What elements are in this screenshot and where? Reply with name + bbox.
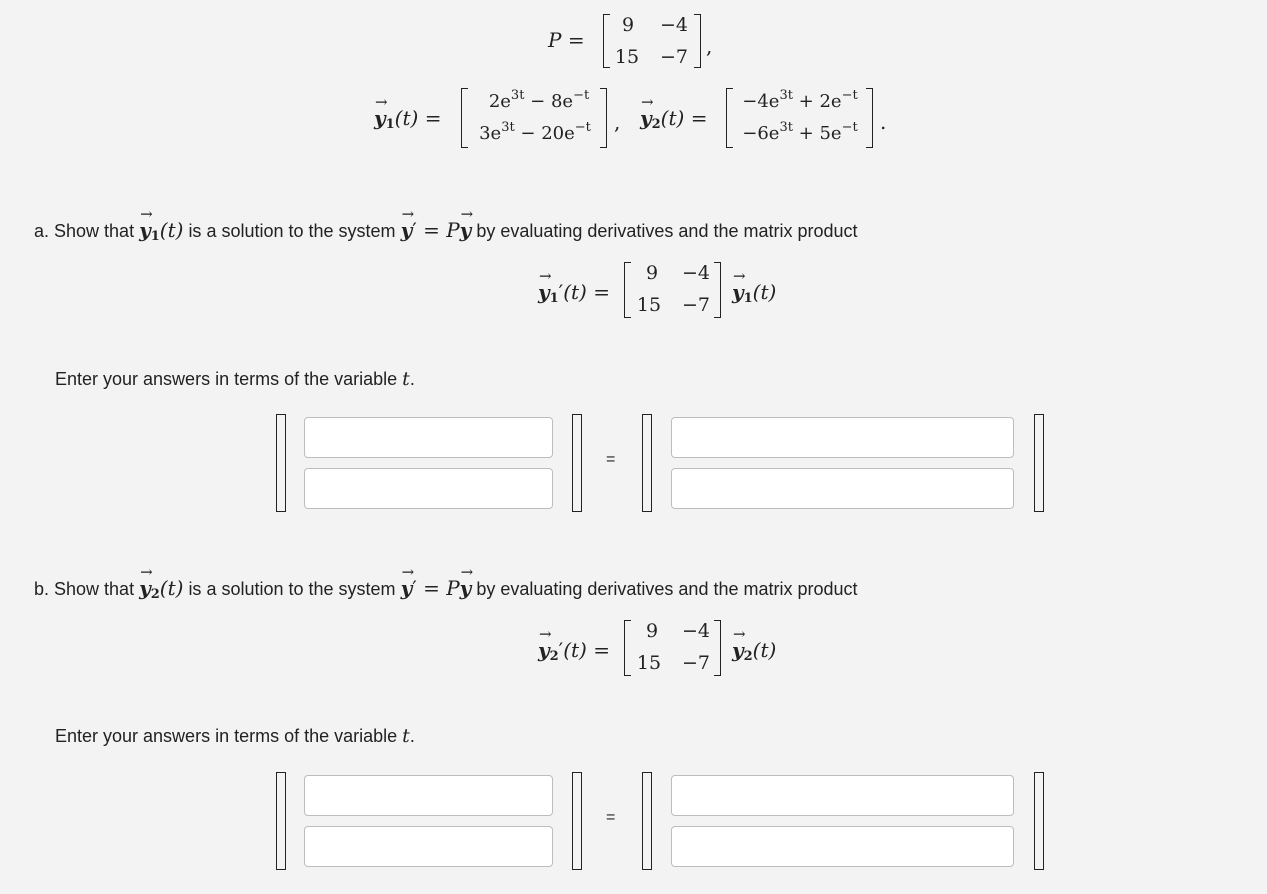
part-b-display-rhs: → $y_2(t)$: [732, 638, 776, 664]
p-matrix-cell: −4: [659, 14, 688, 36]
part-b-matrix-cell: −7: [681, 652, 710, 674]
p-matrix-cell: 15: [614, 46, 640, 68]
part-b-left-bottom-input[interactable]: [304, 826, 553, 867]
part-a-instruction: Enter your answers in terms of the variable t.: [55, 368, 415, 390]
y2-trailing-period: .: [880, 110, 887, 134]
part-b-right-vector-left-bracket: [642, 772, 652, 870]
y1-equals: =: [424, 106, 442, 130]
part-b-equals-sign: =: [606, 809, 616, 826]
part-a-equals-sign: =: [606, 451, 616, 468]
y1-row-2: $3e^{3t} - 20e^{-t}$: [479, 120, 591, 144]
p-matrix-cell: 9: [621, 14, 635, 36]
y2-definition-label: [640, 106, 707, 132]
y1-row-1: $2e^{3t} - 8e^{-t}$: [488, 88, 590, 112]
part-b-matrix-left-bracket: [624, 620, 631, 676]
part-a-display-rhs: → $y_1(t)$: [732, 280, 776, 306]
part-b-matrix-cell: 15: [636, 652, 662, 674]
part-b-right-bottom-input[interactable]: [671, 826, 1014, 867]
part-a-display-lhs: → $y_1'(t)$ =: [538, 280, 610, 306]
part-b-matrix-cell: −4: [681, 620, 710, 642]
y2-row-2: $-6e^{3t} + 5e^{-t}$: [742, 120, 858, 144]
p-equals: =: [567, 28, 585, 52]
part-a-matrix-right-bracket: [714, 262, 721, 318]
part-b-right-top-input[interactable]: [671, 775, 1014, 816]
part-a-left-vector-left-bracket: [276, 414, 286, 512]
y1-vector-symbol: → $y_1$: [374, 106, 395, 132]
y1-arg: (t): [394, 106, 419, 130]
part-a-right-bottom-input[interactable]: [671, 468, 1014, 509]
y2-right-bracket: [866, 88, 873, 148]
p-matrix-right-bracket: [694, 14, 701, 68]
part-a-matrix-left-bracket: [624, 262, 631, 318]
part-a-matrix-cell: 9: [645, 262, 659, 284]
y2-vector-symbol: → $y_2$: [640, 106, 661, 132]
y2-equals: =: [690, 106, 708, 130]
y1-trailing-comma: ,: [614, 110, 621, 134]
p-matrix-left-bracket: [603, 14, 610, 68]
part-a-left-bottom-input[interactable]: [304, 468, 553, 509]
p-matrix-cell: −7: [659, 46, 688, 68]
y1-definition-label: [374, 106, 441, 132]
part-b-left-vector-right-bracket: [572, 772, 582, 870]
part-a-matrix-cell: −4: [681, 262, 710, 284]
y2-arg: (t): [660, 106, 685, 130]
part-b-right-vector-right-bracket: [1034, 772, 1044, 870]
part-b-display-lhs: → $y_2'(t)$ =: [538, 638, 610, 664]
part-b-left-vector-left-bracket: [276, 772, 286, 870]
part-b-matrix-cell: 9: [645, 620, 659, 642]
part-a-right-vector-right-bracket: [1034, 414, 1044, 512]
p-matrix-label: [548, 28, 585, 52]
part-a-right-vector-left-bracket: [642, 414, 652, 512]
part-a-matrix-cell: 15: [636, 294, 662, 316]
part-a-left-vector-right-bracket: [572, 414, 582, 512]
y2-row-1: $-4e^{3t} + 2e^{-t}$: [742, 88, 858, 112]
part-b-instruction: Enter your answers in terms of the variable t.: [55, 725, 415, 747]
p-trailing-comma: ,: [706, 34, 713, 58]
part-a-right-top-input[interactable]: [671, 417, 1014, 458]
p-symbol: P: [548, 28, 562, 52]
y1-right-bracket: [600, 88, 607, 148]
part-a-matrix-cell: −7: [681, 294, 710, 316]
part-b-left-top-input[interactable]: [304, 775, 553, 816]
part-b-prompt: b. Show that → $y_2(t)$ is a solution to the system → y′ = P→ y by evaluating derivatives and the matrix product: [34, 576, 858, 602]
part-a-prompt: a. Show that → $y_1(t)$ is a solution to the system → y′ = P→ y by evaluating derivatives and the matrix product: [34, 218, 858, 244]
part-b-matrix-right-bracket: [714, 620, 721, 676]
part-a-left-top-input[interactable]: [304, 417, 553, 458]
